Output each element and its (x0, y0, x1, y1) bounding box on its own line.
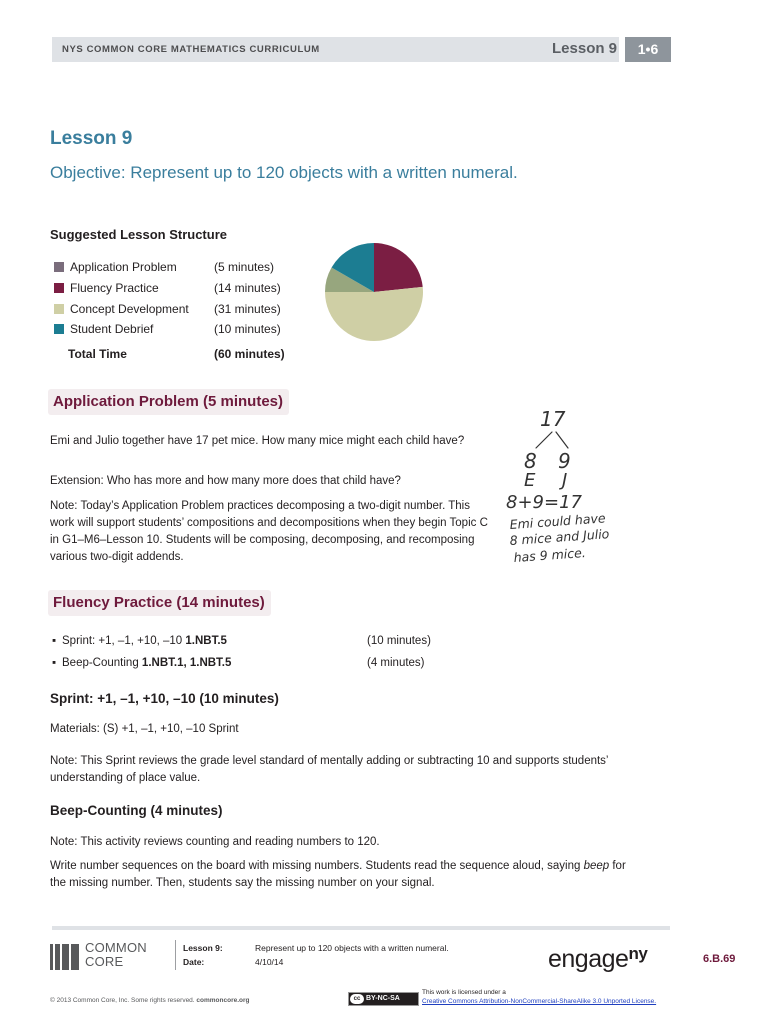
structure-minutes: (31 minutes) (214, 302, 281, 316)
legend-swatch (54, 262, 64, 272)
curriculum-label: NYS COMMON CORE MATHEMATICS CURRICULUM (62, 44, 320, 55)
copyright-site: commoncore.org (196, 997, 250, 1004)
sprint-materials: Materials: (S) +1, –1, +10, –10 Sprint (50, 723, 239, 735)
legend-swatch (54, 324, 64, 334)
footer-lesson-label: Lesson 9: (183, 943, 223, 953)
beep-instructions (50, 858, 640, 892)
work-left: 8 (524, 449, 537, 473)
legend-swatch (54, 283, 64, 293)
student-work-image (500, 400, 635, 570)
cc-badge-text: BY-NC-SA (366, 995, 400, 1002)
structure-row-debrief (54, 322, 281, 336)
pie-slice-concept (325, 287, 423, 341)
pie-slice-fluency (374, 243, 423, 292)
fluency-item-minutes: (4 minutes) (367, 657, 425, 669)
brand-sup: ny (628, 944, 648, 963)
beep-instructions-b: for the missing number. Then, students say the missing number on your signal. (50, 860, 626, 889)
fluency-item-standard: 1.NBT.1, 1.NBT.5 (141, 657, 232, 669)
footer-rule (52, 926, 670, 930)
bullet-icon: ▪ (52, 635, 57, 647)
common-core-logo-icon (50, 944, 80, 970)
copyright-text: © 2013 Common Core, Inc. Some rights reserved. (50, 997, 197, 1004)
structure-row-concept (54, 302, 281, 316)
footer-divider (175, 940, 176, 970)
structure-minutes: (10 minutes) (214, 322, 281, 336)
footer-date-value: 4/10/14 (255, 957, 284, 967)
fluency-item-standard: 1.NBT.5 (185, 635, 227, 647)
cc-icon: cc (350, 994, 364, 1004)
footer-date-label: Date: (183, 957, 205, 967)
structure-minutes: (5 minutes) (214, 260, 275, 274)
header-lesson: Lesson 9 (552, 40, 618, 57)
page-title: Lesson 9 (50, 128, 133, 149)
legend-swatch (54, 304, 64, 314)
fluency-item-text: Beep-Counting (62, 657, 142, 669)
structure-row-fluency (54, 281, 281, 295)
beep-note: Note: This activity reviews counting and reading numbers to 120. (50, 836, 380, 848)
total-minutes: (60 minutes) (214, 347, 285, 361)
total-label: Total Time (68, 347, 127, 361)
footer-lesson-value: Represent up to 120 objects with a written numeral. (255, 943, 449, 953)
section-fluency-heading: Fluency Practice (14 minutes) (48, 590, 271, 616)
work-top: 17 (540, 407, 566, 431)
cc-license-badge (348, 992, 419, 1006)
structure-label: Concept Development (70, 302, 189, 316)
objective: Objective: Represent up to 120 objects with a written numeral. (50, 163, 518, 182)
page-number: 6.B.69 (703, 953, 736, 965)
work-left-name: E (524, 470, 536, 491)
logo-line1: COMMON (85, 940, 147, 955)
beep-heading: Beep-Counting (4 minutes) (50, 803, 223, 818)
beep-instructions-a: Write number sequences on the board with missing numbers. Students read the sequence aloud, saying (50, 860, 584, 872)
structure-row-application (54, 260, 275, 274)
sprint-note: Note: This Sprint reviews the grade level standard of mentally adding or subtracting 10 and supports students’ understanding of place value. (50, 755, 609, 784)
extension-text: Extension: Who has more and how many more does that child have? (50, 475, 401, 487)
work-line1: Emi could have (509, 510, 606, 532)
common-core-logo-text (85, 941, 147, 969)
structure-label: Fluency Practice (70, 281, 159, 295)
license-link[interactable]: Creative Commons Attribution-NonCommercial-ShareAlike 3.0 Unported License. (422, 998, 657, 1005)
sprint-heading: Sprint: +1, –1, +10, –10 (10 minutes) (50, 691, 279, 706)
structure-heading: Suggested Lesson Structure (50, 227, 227, 242)
fluency-item-minutes: (10 minutes) (367, 635, 431, 647)
copyright (50, 997, 250, 1004)
license-text: This work is licensed under a (422, 989, 506, 996)
structure-label: Student Debrief (70, 322, 154, 336)
beep-instructions-em: beep (583, 860, 610, 872)
brand-text: engage (548, 945, 629, 973)
application-problem-text: Emi and Julio together have 17 pet mice. How many mice might each child have? (50, 435, 465, 447)
work-line2: 8 mice and Julio (509, 526, 610, 548)
work-right: 9 (558, 449, 571, 473)
structure-label: Application Problem (70, 260, 177, 274)
structure-minutes: (14 minutes) (214, 281, 281, 295)
work-equation: 8+9=17 (506, 492, 582, 513)
fluency-item-text: Sprint: +1, –1, +10, –10 (62, 635, 186, 647)
fluency-item-sprint (52, 635, 227, 647)
bullet-icon: ▪ (52, 657, 57, 669)
work-line3: has 9 mice. (513, 544, 587, 565)
section-application-heading: Application Problem (5 minutes) (48, 389, 289, 415)
work-right-name: J (562, 470, 568, 491)
fluency-item-beep (52, 657, 231, 669)
lesson-structure-pie (325, 241, 425, 345)
application-note: Note: Today’s Application Problem practices decomposing a two-digit number. This work will support students’ compositions and decompositions when they begin Topic C in G1–M6–Lesson 10. Students will be composing, decomposing, and recomposing various two-digit addends. (50, 500, 488, 563)
logo-line2: CORE (85, 954, 124, 969)
engageny-logo (548, 944, 647, 974)
module-badge: 1•6 (625, 37, 671, 62)
